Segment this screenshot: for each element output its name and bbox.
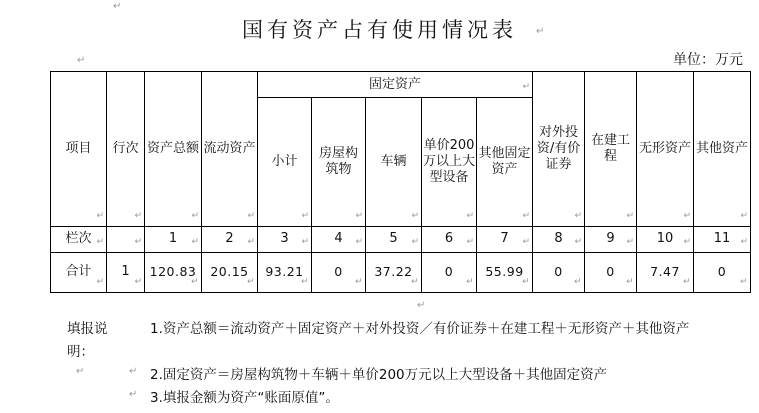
unit-label: 单位：万元: [673, 52, 743, 68]
header-current-assets: 流动资产 ↵: [202, 72, 258, 227]
total-row-no: 1: [121, 264, 130, 280]
column-index-cell: 3 ↵: [258, 226, 312, 252]
header-current-assets-label: 流动资产: [203, 140, 256, 156]
header-item-label: 项目: [65, 140, 92, 156]
total-value-cell: 0 ↵: [585, 252, 637, 292]
column-index-cell: 10 ↵: [637, 226, 694, 252]
column-index-value: 3: [280, 231, 289, 247]
header-buildings: 房屋构筑物 ↵: [312, 98, 366, 227]
header-intangible: 无形资产 ↵: [637, 72, 694, 227]
column-index-value: 4: [334, 231, 343, 247]
header-row-no: 行次 ↵: [107, 72, 145, 227]
paragraph-mark: ↵: [129, 366, 138, 377]
paragraph-mark: ↵: [129, 389, 138, 400]
note-line-2: 2.固定资产＝房屋构筑物＋车辆＋单价200万元以上大型设备＋其他固定资产: [150, 367, 608, 383]
page-title: 国有资产占有使用情况表: [242, 18, 517, 42]
column-index-value: 7: [500, 231, 509, 247]
header-investments: 对外投资/有价证券 ↵: [533, 72, 585, 227]
header-investments-label: 对外投资/有价证券: [536, 124, 581, 172]
total-row: [51, 252, 751, 292]
header-row-1: [51, 72, 751, 98]
header-item: 项目 ↵: [51, 72, 107, 227]
column-index-value: 9: [606, 231, 615, 247]
total-value: 0: [606, 264, 615, 280]
header-intangible-label: 无形资产: [639, 140, 692, 156]
total-value: 37.22: [374, 264, 413, 280]
paragraph-mark: ↵: [417, 300, 426, 311]
column-index-cell: 4 ↵: [312, 226, 366, 252]
total-value: 7.47: [650, 264, 680, 280]
column-index-label: 栏次 ↵: [51, 226, 107, 252]
column-index-empty: ↵: [107, 226, 145, 252]
column-index-cell: 1 ↵: [145, 226, 202, 252]
column-index-cell: 7 ↵: [477, 226, 533, 252]
header-vehicles-label: 车辆: [380, 153, 407, 169]
total-label: 合计: [65, 264, 92, 280]
total-label-cell: 合计 ↵: [51, 252, 107, 292]
total-value: 20.15: [210, 264, 249, 280]
column-index-cell: 5 ↵: [366, 226, 422, 252]
paragraph-mark: ↵: [76, 366, 85, 377]
total-value-cell: 20.15 ↵: [202, 252, 258, 292]
paragraph-mark: ↵: [77, 55, 86, 66]
total-value: 0: [717, 264, 727, 280]
header-construction: 在建工程 ↵: [585, 72, 637, 227]
column-index-value: 5: [389, 231, 398, 247]
paragraph-mark: ↵: [536, 26, 545, 37]
column-index-row: [51, 226, 751, 252]
column-index-cell: 6 ↵: [422, 226, 477, 252]
total-value: 55.99: [485, 264, 524, 280]
total-value-cell: 55.99 ↵: [477, 252, 533, 292]
header-total-assets-label: 资产总额: [146, 140, 199, 156]
header-vehicles: 车辆 ↵: [366, 98, 422, 227]
total-value-cell: 37.22 ↵: [366, 252, 422, 292]
column-index-value: 2: [225, 231, 234, 247]
header-buildings-label: 房屋构筑物: [318, 145, 358, 177]
total-value-cell: 0 ↵: [312, 252, 366, 292]
header-total-assets: 资产总额 ↵: [145, 72, 202, 227]
header-large-equipment-label: 单价200万以上大型设备: [423, 137, 476, 185]
total-value-cell: 93.21 ↵: [258, 252, 312, 292]
total-value: 0: [334, 264, 343, 280]
total-value-cell: 0 ↵: [422, 252, 477, 292]
header-other-assets: 其他资产 ↵: [694, 72, 751, 227]
total-value-cell: 7.47 ↵: [637, 252, 694, 292]
total-value: 93.21: [265, 264, 304, 280]
header-subtotal: 小计 ↵: [258, 98, 312, 227]
column-index-cell: 9 ↵: [585, 226, 637, 252]
column-index-cell: 2 ↵: [202, 226, 258, 252]
header-subtotal-label: 小计: [271, 153, 298, 169]
note-line-3: 3.填报金额为资产“账面原值”。: [150, 390, 339, 406]
header-fixed-assets-label: 固定资产: [369, 76, 422, 92]
header-large-equipment: 单价200万以上大型设备 ↵: [422, 98, 477, 227]
total-value-cell: 0 ↵: [533, 252, 585, 292]
column-index-value: 8: [554, 231, 563, 247]
column-index-value: 10: [656, 231, 674, 247]
header-other-fixed-label: 其他固定资产: [478, 145, 531, 177]
column-index-label-text: 栏次: [65, 231, 92, 247]
header-other-fixed: 其他固定资产 ↵: [477, 98, 533, 227]
total-value: 0: [444, 264, 454, 280]
header-row-no-label: 行次: [112, 140, 139, 156]
total-row-no-cell: 1 ↵: [107, 252, 145, 292]
column-index-value: 11: [713, 231, 731, 247]
total-value: 0: [554, 264, 563, 280]
total-value-cell: 120.83 ↵: [145, 252, 202, 292]
column-index-cell: 11 ↵: [694, 226, 751, 252]
header-fixed-assets: 固定资产 ↵: [258, 72, 533, 98]
column-index-cell: 8 ↵: [533, 226, 585, 252]
notes-label: 填报说明：: [67, 321, 108, 360]
total-value-cell: 0 ↵: [694, 252, 751, 292]
note-line-1: 1.资产总额＝流动资产＋固定资产＋对外投资／有价证券＋在建工程＋无形资产＋其他资产: [150, 321, 690, 337]
header-other-assets-label: 其他资产: [696, 140, 749, 156]
total-value: 120.83: [149, 264, 197, 280]
column-index-value: 6: [444, 231, 454, 247]
asset-table: [50, 71, 751, 293]
header-construction-label: 在建工程: [591, 132, 631, 164]
column-index-value: 1: [168, 231, 178, 247]
paragraph-mark: ↵: [113, 1, 122, 12]
